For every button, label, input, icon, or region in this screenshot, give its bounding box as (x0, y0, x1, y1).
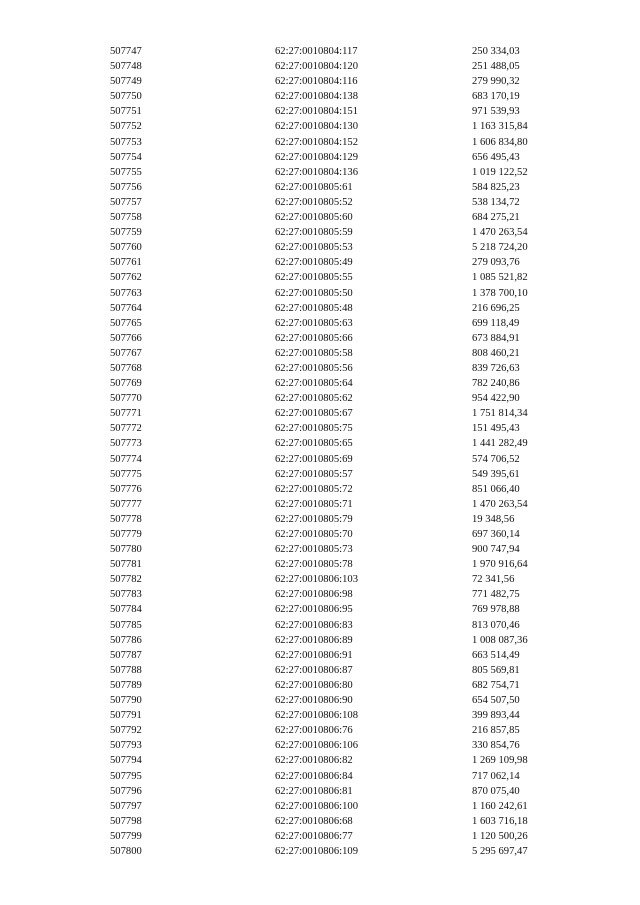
table-row (0, 587, 640, 602)
table-row (0, 663, 640, 678)
cadastral-value: 216 857,85 (472, 725, 520, 737)
table-row (0, 844, 640, 859)
table-row (0, 89, 640, 104)
row-number: 507757 (110, 196, 142, 208)
row-number: 507800 (110, 845, 142, 857)
cadastral-value: 399 893,44 (472, 710, 520, 722)
cadastral-number: 62:27:0010805:71 (275, 498, 353, 510)
row-number: 507779 (110, 529, 142, 540)
row-number: 507748 (110, 61, 142, 73)
row-number: 507772 (110, 423, 142, 435)
table-row (0, 814, 640, 829)
cadastral-number: 62:27:0010805:72 (275, 483, 353, 495)
row-number: 507766 (110, 332, 142, 344)
row-number: 507775 (110, 468, 142, 480)
row-number: 507781 (110, 559, 142, 571)
cadastral-number: 62:27:0010805:63 (275, 317, 353, 329)
table-row (0, 723, 640, 738)
row-number: 507792 (110, 725, 142, 737)
table-row (0, 421, 640, 436)
cadastral-number: 62:27:0010805:49 (275, 257, 353, 269)
row-number: 507765 (110, 317, 142, 329)
cadastral-value: 673 884,91 (472, 332, 520, 344)
row-number: 507794 (110, 755, 142, 767)
table-row (0, 301, 640, 316)
cadastral-value: 1 470 263,54 (472, 498, 528, 510)
table-row (0, 618, 640, 633)
cadastral-number: 62:27:0010806:95 (275, 604, 353, 616)
table-row (0, 799, 640, 814)
cadastral-number: 62:27:0010804:151 (275, 106, 358, 118)
row-number: 507788 (110, 664, 142, 676)
table-row (0, 648, 640, 663)
table-row (0, 452, 640, 467)
row-number: 507763 (110, 287, 142, 299)
cadastral-number: 62:27:0010805:60 (275, 212, 353, 224)
cadastral-value: 699 118,49 (472, 317, 520, 329)
cadastral-value: 584 825,23 (472, 181, 520, 193)
cadastral-value: 1 163 315,84 (472, 121, 528, 133)
cadastral-number: 62:27:0010806:77 (275, 830, 353, 842)
cadastral-number: 62:27:0010805:56 (275, 362, 353, 374)
cadastral-number: 62:27:0010805:59 (275, 227, 353, 239)
cadastral-number: 62:27:0010806:90 (275, 695, 353, 707)
table-row (0, 195, 640, 210)
table-row (0, 165, 640, 180)
cadastral-value: 1 008 087,36 (472, 634, 528, 646)
cadastral-value: 808 460,21 (472, 347, 520, 359)
table-row (0, 678, 640, 693)
cadastral-value: 279 990,32 (472, 76, 520, 88)
table-row (0, 527, 640, 542)
cadastral-value: 549 395,61 (472, 468, 520, 480)
table-row (0, 104, 640, 119)
row-number: 507753 (110, 136, 142, 148)
cadastral-value: 1 019 122,52 (472, 166, 528, 178)
table-row (0, 286, 640, 301)
cadastral-number: 62:27:0010806:109 (275, 845, 358, 857)
cadastral-number: 62:27:0010805:50 (275, 287, 353, 299)
cadastral-number: 62:27:0010805:53 (275, 242, 353, 254)
cadastral-number: 62:27:0010806:103 (275, 574, 358, 586)
row-number: 507764 (110, 302, 142, 314)
cadastral-value: 954 422,90 (472, 393, 520, 405)
row-number: 507773 (110, 438, 142, 450)
row-number: 507768 (110, 362, 142, 374)
row-number: 507783 (110, 589, 142, 601)
table-row (0, 738, 640, 753)
cadastral-value: 19 348,56 (472, 513, 515, 525)
cadastral-number: 62:27:0010806:108 (275, 710, 358, 722)
row-number: 507750 (110, 91, 142, 103)
cadastral-number: 62:27:0010804:138 (275, 91, 358, 103)
cadastral-value: 1 606 834,80 (472, 136, 528, 148)
cadastral-value: 1 603 716,18 (472, 815, 528, 827)
row-number: 507780 (110, 544, 142, 556)
cadastral-number: 62:27:0010806:98 (275, 589, 353, 601)
cadastral-number: 62:27:0010804:152 (275, 136, 358, 148)
cadastral-value: 697 360,14 (472, 529, 520, 540)
row-number: 507771 (110, 408, 142, 420)
cadastral-number: 62:27:0010806:91 (275, 649, 353, 661)
row-number: 507761 (110, 257, 142, 269)
cadastral-number: 62:27:0010805:57 (275, 468, 353, 480)
table-row (0, 512, 640, 527)
cadastral-value: 683 170,19 (472, 91, 520, 103)
row-number: 507785 (110, 619, 142, 631)
cadastral-value: 1 160 242,61 (472, 800, 528, 812)
cadastral-number: 62:27:0010806:82 (275, 755, 353, 767)
cadastral-number: 62:27:0010806:89 (275, 634, 353, 646)
cadastral-value: 1 470 263,54 (472, 227, 528, 239)
row-number: 507791 (110, 710, 142, 722)
row-number: 507749 (110, 76, 142, 88)
table-row (0, 240, 640, 255)
cadastral-value: 216 696,25 (472, 302, 520, 314)
cadastral-value: 839 726,63 (472, 362, 520, 374)
table-row (0, 708, 640, 723)
cadastral-value: 805 569,81 (472, 664, 520, 676)
cadastral-value: 717 062,14 (472, 770, 520, 782)
row-number: 507776 (110, 483, 142, 495)
cadastral-value: 1 441 282,49 (472, 438, 528, 450)
table-row (0, 406, 640, 421)
cadastral-number: 62:27:0010805:48 (275, 302, 353, 314)
cadastral-number: 62:27:0010806:84 (275, 770, 353, 782)
row-number: 507795 (110, 770, 142, 782)
table-row (0, 210, 640, 225)
table-row (0, 135, 640, 150)
table-row (0, 59, 640, 74)
row-number: 507787 (110, 649, 142, 661)
cadastral-number: 62:27:0010805:58 (275, 347, 353, 359)
cadastral-value: 1 269 109,98 (472, 755, 528, 767)
cadastral-value: 5 295 697,47 (472, 845, 528, 857)
row-number: 507759 (110, 227, 142, 239)
table-row (0, 572, 640, 587)
cadastral-number: 62:27:0010806:100 (275, 800, 358, 812)
cadastral-value: 151 495,43 (472, 423, 520, 435)
row-number: 507755 (110, 166, 142, 178)
table-row (0, 255, 640, 270)
row-number: 507754 (110, 151, 142, 163)
cadastral-number: 62:27:0010806:68 (275, 815, 353, 827)
cadastral-value: 1 751 814,34 (472, 408, 528, 420)
table-row (0, 784, 640, 799)
cadastral-value: 971 539,93 (472, 106, 520, 118)
cadastral-value: 654 507,50 (472, 695, 520, 707)
cadastral-number: 62:27:0010805:69 (275, 453, 353, 465)
table-row (0, 693, 640, 708)
table-row (0, 270, 640, 285)
cadastral-value: 1 970 916,64 (472, 559, 528, 571)
row-number: 507790 (110, 695, 142, 707)
table-row (0, 557, 640, 572)
cadastral-number: 62:27:0010804:117 (275, 46, 358, 57)
table-row (0, 769, 640, 784)
cadastral-value: 682 754,71 (472, 679, 520, 691)
row-number: 507797 (110, 800, 142, 812)
table-row (0, 331, 640, 346)
cadastral-number: 62:27:0010805:55 (275, 272, 353, 284)
cadastral-value: 769 978,88 (472, 604, 520, 616)
table-row (0, 602, 640, 617)
table-row (0, 391, 640, 406)
table-row (0, 497, 640, 512)
row-number: 507751 (110, 106, 142, 118)
cadastral-value: 1 120 500,26 (472, 830, 528, 842)
row-number: 507798 (110, 815, 142, 827)
data-table (0, 44, 640, 859)
cadastral-value: 684 275,21 (472, 212, 520, 224)
cadastral-number: 62:27:0010804:129 (275, 151, 358, 163)
table-row (0, 482, 640, 497)
cadastral-number: 62:27:0010806:83 (275, 619, 353, 631)
cadastral-value: 663 514,49 (472, 649, 520, 661)
row-number: 507796 (110, 785, 142, 797)
cadastral-number: 62:27:0010805:66 (275, 332, 353, 344)
table-row (0, 633, 640, 648)
table-row (0, 361, 640, 376)
cadastral-value: 1 378 700,10 (472, 287, 528, 299)
row-number: 507762 (110, 272, 142, 284)
table-row (0, 346, 640, 361)
cadastral-number: 62:27:0010804:120 (275, 61, 358, 73)
cadastral-number: 62:27:0010805:79 (275, 513, 353, 525)
cadastral-number: 62:27:0010805:73 (275, 544, 353, 556)
cadastral-value: 330 854,76 (472, 740, 520, 752)
cadastral-number: 62:27:0010805:65 (275, 438, 353, 450)
cadastral-value: 1 085 521,82 (472, 272, 528, 284)
cadastral-number: 62:27:0010806:87 (275, 664, 353, 676)
table-row (0, 376, 640, 391)
cadastral-number: 62:27:0010806:106 (275, 740, 358, 752)
row-number: 507799 (110, 830, 142, 842)
row-number: 507770 (110, 393, 142, 405)
row-number: 507747 (110, 46, 142, 57)
cadastral-value: 851 066,40 (472, 483, 520, 495)
table-row (0, 542, 640, 557)
row-number: 507774 (110, 453, 142, 465)
table-row (0, 74, 640, 89)
table-row (0, 225, 640, 240)
cadastral-value: 279 093,76 (472, 257, 520, 269)
cadastral-number: 62:27:0010805:70 (275, 529, 353, 540)
cadastral-number: 62:27:0010805:64 (275, 378, 353, 390)
row-number: 507786 (110, 634, 142, 646)
cadastral-value: 5 218 724,20 (472, 242, 528, 254)
cadastral-number: 62:27:0010805:67 (275, 408, 353, 420)
cadastral-value: 900 747,94 (472, 544, 520, 556)
cadastral-value: 656 495,43 (472, 151, 520, 163)
row-number: 507789 (110, 679, 142, 691)
cadastral-number: 62:27:0010804:116 (275, 76, 358, 88)
cadastral-number: 62:27:0010805:78 (275, 559, 353, 571)
cadastral-number: 62:27:0010805:61 (275, 181, 353, 193)
cadastral-number: 62:27:0010806:81 (275, 785, 353, 797)
cadastral-value: 574 706,52 (472, 453, 520, 465)
cadastral-number: 62:27:0010806:80 (275, 679, 353, 691)
cadastral-value: 250 334,03 (472, 46, 520, 57)
cadastral-number: 62:27:0010805:52 (275, 196, 353, 208)
table-row (0, 753, 640, 768)
row-number: 507793 (110, 740, 142, 752)
cadastral-number: 62:27:0010805:62 (275, 393, 353, 405)
cadastral-number: 62:27:0010805:75 (275, 423, 353, 435)
cadastral-value: 251 488,05 (472, 61, 520, 73)
table-row (0, 119, 640, 134)
cadastral-value: 72 341,56 (472, 574, 515, 586)
cadastral-number: 62:27:0010804:130 (275, 121, 358, 133)
row-number: 507778 (110, 513, 142, 525)
table-row (0, 829, 640, 844)
row-number: 507777 (110, 498, 142, 510)
table-row (0, 44, 640, 59)
cadastral-value: 782 240,86 (472, 378, 520, 390)
row-number: 507758 (110, 212, 142, 224)
table-row (0, 467, 640, 482)
table-row (0, 180, 640, 195)
table-row (0, 436, 640, 451)
row-number: 507767 (110, 347, 142, 359)
row-number: 507769 (110, 378, 142, 390)
table-row (0, 150, 640, 165)
table-row (0, 316, 640, 331)
cadastral-value: 538 134,72 (472, 196, 520, 208)
cadastral-number: 62:27:0010804:136 (275, 166, 358, 178)
cadastral-number: 62:27:0010806:76 (275, 725, 353, 737)
row-number: 507760 (110, 242, 142, 254)
cadastral-value: 813 070,46 (472, 619, 520, 631)
row-number: 507784 (110, 604, 142, 616)
row-number: 507756 (110, 181, 142, 193)
cadastral-value: 771 482,75 (472, 589, 520, 601)
cadastral-value: 870 075,40 (472, 785, 520, 797)
row-number: 507752 (110, 121, 142, 133)
row-number: 507782 (110, 574, 142, 586)
